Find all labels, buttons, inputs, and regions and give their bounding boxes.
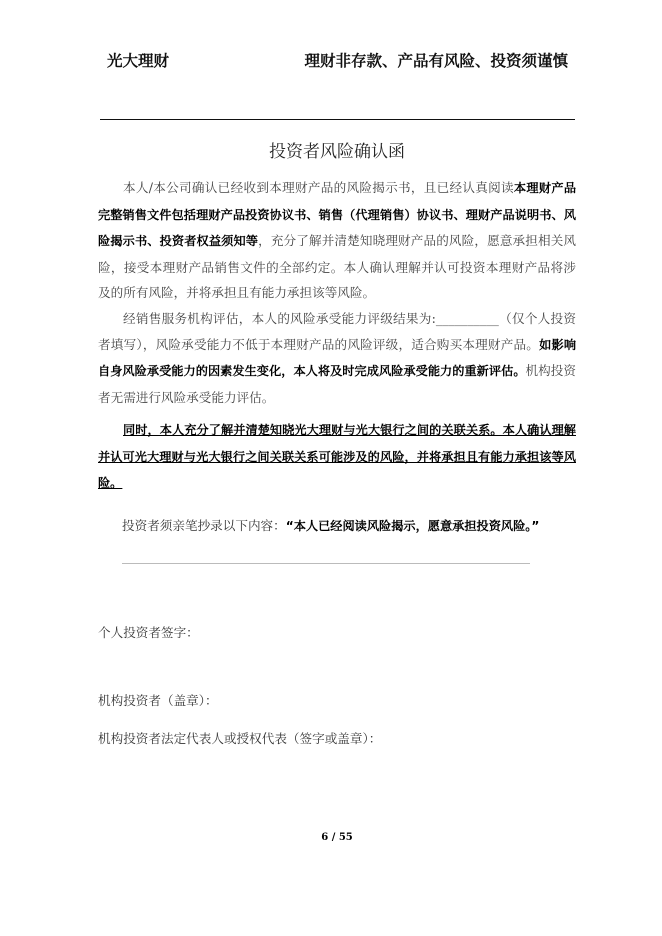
header-divider xyxy=(100,119,575,120)
paragraph-risk-assessment xyxy=(98,306,576,410)
bold-text: 本理财产品完整销售文件包括理财产品投资协议书、销售（代理销售）协议书、理财产品说明书、风险揭示书、投资者权益须知等 xyxy=(98,181,577,248)
header-slogan: 理财非存款、产品有风险、投资须谨慎 xyxy=(304,52,568,70)
paragraph-acknowledgement xyxy=(98,175,576,306)
text: 经销售服务机构评估，本人的风险承受能力评级结果为:__________（仅个人投资者填写），风险承受能力不低于本理财产品的风险评级，适合购买本理财产品。 xyxy=(98,311,576,352)
copy-instruction xyxy=(122,515,539,534)
page-number: 6 / 55 xyxy=(321,832,353,843)
text: 机构投资者无需进行风险承受能力评估。 xyxy=(98,363,577,405)
text: 本人/本公司确认已经收到本理财产品的风险揭示书，且已经认真阅读 xyxy=(123,180,514,195)
representative-signature-label: 机构投资者法定代表人或授权代表（签字或盖章）： xyxy=(98,731,382,746)
institution-seal-label: 机构投资者（盖章）： xyxy=(98,693,218,708)
paragraph-related-party xyxy=(98,417,576,497)
handwriting-line[interactable] xyxy=(122,563,530,564)
document-title: 投资者风险确认函 xyxy=(269,142,405,162)
copy-label: 投资者须亲笔抄录以下内容： xyxy=(122,518,286,533)
copy-quote: “本人已经阅读风险揭示，愿意承担投资风险。” xyxy=(285,519,540,533)
individual-signature-label: 个人投资者签字： xyxy=(98,625,199,640)
bold-text: 如影响自身风险承受能力的因素发生变化，本人将及时完成风险承受能力的重新评估。 xyxy=(98,337,577,378)
text: ，充分了解并清楚知晓理财产品的风险，愿意承担相关风险，接受本理财产品销售文件的全部约定。本人确认理解并认可投资本理财产品将涉及的所有风险，并将承担且有能力承担该等风险。 xyxy=(98,233,577,300)
header-brand: 光大理财 xyxy=(107,52,170,70)
underlined-bold-text: 同时，本人充分了解并清楚知晓光大理财与光大银行之间的关联关系。本人确认理解并认可光大理财与光大银行之间关联关系可能涉及的风险，并将承担且有能力承担该等风险。 xyxy=(98,423,576,490)
